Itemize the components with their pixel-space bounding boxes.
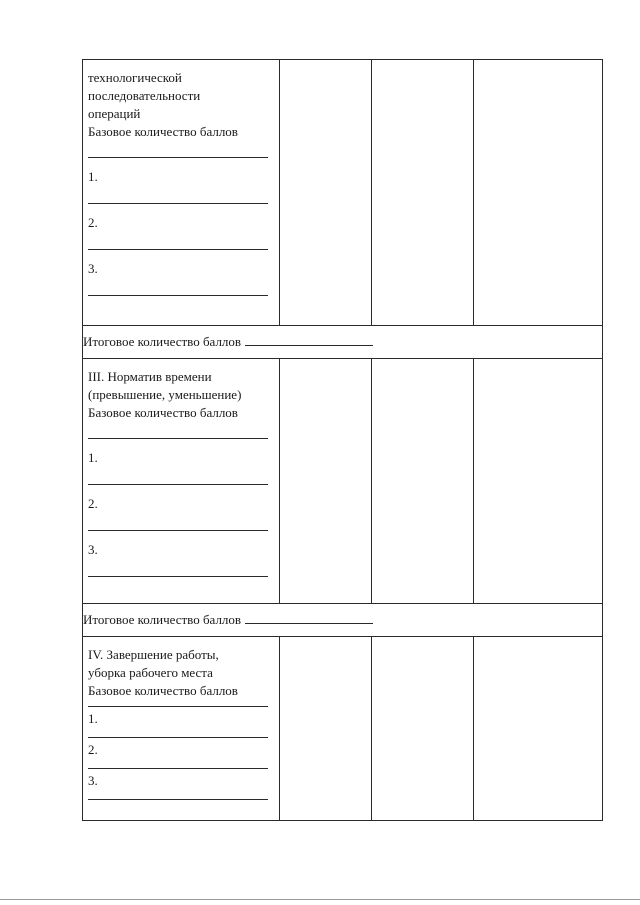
total-blank [245, 611, 373, 624]
section-description-cell [83, 637, 280, 821]
score-cell [474, 637, 603, 821]
criterion-number: 2. [88, 215, 98, 230]
base-score-label: Базовое количество баллов [88, 683, 238, 698]
score-cell [474, 359, 603, 604]
criterion-number: 3. [88, 542, 98, 557]
score-cell [280, 359, 372, 604]
criterion-blank [88, 278, 268, 296]
section-heading-line: последовательности [88, 88, 201, 103]
criterion-number: 2. [88, 496, 98, 511]
criterion-blank [88, 759, 268, 769]
base-score-blank [88, 700, 268, 707]
section-heading-line: технологической [88, 70, 182, 85]
criterion-number: 1. [88, 711, 98, 726]
total-row [83, 326, 603, 359]
total-row [83, 604, 603, 637]
base-score-blank [88, 422, 268, 439]
total-cell [83, 326, 603, 359]
score-cell [372, 637, 474, 821]
criterion-number: 3. [88, 773, 98, 788]
criterion-number: 1. [88, 169, 98, 184]
criterion-number: 2. [88, 742, 98, 757]
section-description-cell [83, 359, 280, 604]
section-description-cell [83, 60, 280, 326]
section-heading-line: уборка рабочего места [88, 665, 213, 680]
base-score-label: Базовое количество баллов [88, 405, 238, 420]
total-label: Итоговое количество баллов [83, 612, 242, 627]
criterion-blank [88, 232, 268, 250]
criterion-number: 1. [88, 450, 98, 465]
score-cell [372, 359, 474, 604]
score-cell [280, 637, 372, 821]
section-row [83, 359, 603, 604]
section-heading-line: операций [88, 106, 141, 121]
score-cell [474, 60, 603, 326]
base-score-blank [88, 141, 268, 158]
criterion-blank [88, 559, 268, 577]
section-heading-line: III. Норматив времени [88, 369, 212, 384]
evaluation-table [82, 59, 603, 821]
total-blank [245, 333, 373, 346]
score-cell [372, 60, 474, 326]
section-row [83, 637, 603, 821]
page-bottom-edge [0, 899, 640, 900]
criterion-blank [88, 186, 268, 204]
criterion-blank [88, 790, 268, 800]
total-cell [83, 604, 603, 637]
score-cell [280, 60, 372, 326]
section-row [83, 60, 603, 326]
criterion-blank [88, 513, 268, 531]
total-label: Итоговое количество баллов [83, 334, 242, 349]
criterion-blank [88, 467, 268, 485]
section-heading-line: (превышение, уменьшение) [88, 387, 242, 402]
criterion-blank [88, 728, 268, 738]
base-score-label: Базовое количество баллов [88, 124, 238, 139]
section-heading-line: IV. Завершение работы, [88, 647, 219, 662]
criterion-number: 3. [88, 261, 98, 276]
